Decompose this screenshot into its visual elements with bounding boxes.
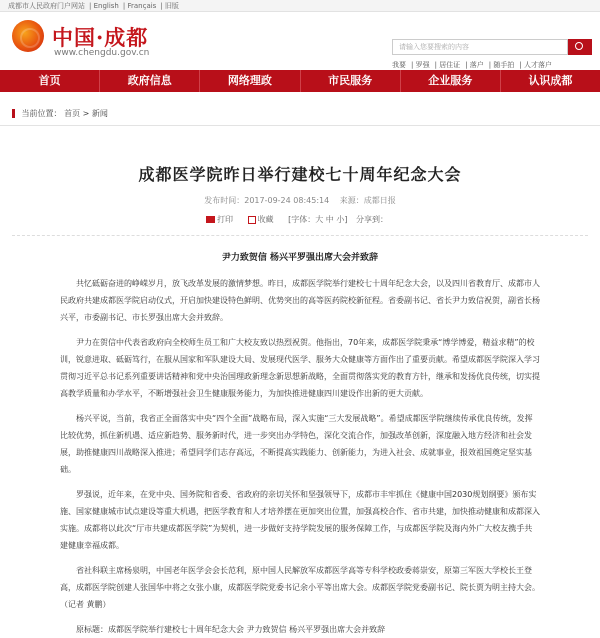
print-button[interactable] [206, 215, 239, 224]
article-body [0, 250, 600, 638]
print-icon [206, 216, 215, 223]
search-icon[interactable] [568, 39, 592, 55]
favorite-label: 收藏 [257, 215, 274, 224]
favorite-button[interactable] [248, 215, 280, 224]
article-paragraph: 杨兴平说，当前，我省正全面落实中央“四个全面”战略布局，深入实施“三大发展战略”。希望成都医学院继续传承优良传统，发挥比较优势，抓住新机遇、适应新趋势、服务新时代，进一步突出办学特色，深化交流合作，加强改革创新，深度融入地方经济和社会发展，助推健康四川战略深入推进；希望同学们志存高远，不断提高实践能力、创新能力，为进入社会、成就事业，报效祖国奠定坚实基础。 [60, 414, 533, 474]
search-input[interactable]: 请输入您要搜索的内容 [392, 39, 568, 55]
main-nav [0, 70, 600, 92]
topbar-link-french[interactable]: Français [127, 2, 157, 10]
site-brand[interactable]: 中国·成都 [52, 25, 149, 50]
article-paragraph: 共忆砥砺奋进的峥嵘岁月，放飞改革发展的激情梦想。昨日，成都医学院举行建校七十周年纪念大会，以及四川省教育厅、成都市人民政府共建成都医学院启动仪式，开启加快建设特色鲜明、优势突出的高等医药院校新征程。省委副书记、省长尹力致信祝贺，副省长杨兴平，市委副书记、市长罗强出席大会并致辞。 [60, 279, 540, 322]
breadcrumb-prefix: 当前位置： [21, 109, 62, 118]
article-paragraph: 省社科联主席杨泉明，中国老年医学会会长范利，原中国人民解放军成都医学高等专科学校政委蒋崇安，原第三军医大学校长王登高，成都医学院创建人张国华中将之女张小康，成都医学院党委书记余小平等出席大会。成都医学院党委副书记、院长贾为明主持大会。（记者 黄鹏） [60, 566, 540, 609]
nav-gov-info[interactable]: 政府信息 [100, 70, 200, 92]
article-meta [0, 195, 600, 206]
nav-network-governance[interactable]: 网络理政 [200, 70, 300, 92]
topbar-link-english[interactable]: English [93, 2, 119, 10]
nav-about-chengdu[interactable]: 认识成都 [528, 74, 573, 87]
topbar-link-portal[interactable]: 成都市人民政府门户网站 [8, 2, 85, 10]
quick-link-settle[interactable]: 落户 [469, 61, 484, 69]
article-tools [0, 214, 600, 225]
share-label[interactable]: 分享到： [355, 215, 388, 224]
nav-citizen-services[interactable]: 市民服务 [301, 70, 401, 92]
divider [12, 235, 588, 236]
quick-link-talent[interactable]: 人才落户 [523, 61, 552, 69]
top-bar: 成都市人民政府门户网站 | English | Français | 旧版 [0, 0, 600, 12]
site-url: www.chengdu.gov.cn [54, 48, 150, 58]
font-size-control[interactable]: [字体：大 中 小] [288, 215, 348, 224]
quick-link-snapshot[interactable]: 随手拍 [493, 61, 515, 69]
article-paragraph: 尹力在贺信中代表省政府向全校师生员工和广大校友致以热烈祝贺。他指出，70年来，成都医学院秉承“博学博爱，精益求精”的校训，锐意进取、砥砺笃行，在服从国家和军队建设大局、发展现代医学、服务大众健康等方面作出了重要贡献。希望成都医学院深入学习贯彻习近平总书记系列重要讲话精神和党中央治国理政新理念新思想新战略，全面贯彻落实党的教育方针，继承和发扬优良传统，切实提高教学质量和办学水平，不断增强社会卫生健康服务能力，为加快推进健康四川建设作出新的更大贡献。 [60, 338, 540, 398]
quick-link-residence[interactable]: 居住证 [439, 61, 461, 69]
article-original-title: 原标题：成都医学院举行建校七十周年纪念大会 尹力致贺信 杨兴平罗强出席大会并致辞 [76, 625, 386, 634]
nav-business-services[interactable]: 企业服务 [401, 70, 501, 92]
article-subtitle: 尹力致贺信 杨兴平罗强出席大会并致辞 [221, 253, 379, 263]
chengdu-logo-icon[interactable] [12, 20, 44, 52]
quick-link-want[interactable]: 我要 [392, 61, 406, 69]
breadcrumb-marker-icon [12, 109, 15, 118]
nav-home[interactable]: 首页 [0, 70, 100, 92]
print-label: 打印 [217, 215, 234, 224]
breadcrumb [0, 102, 600, 126]
article-title: 成都医学院昨日举行建校七十周年纪念大会 [138, 165, 462, 184]
topbar-link-old[interactable]: 旧版 [164, 2, 179, 10]
breadcrumb-path[interactable]: 首页 > 新闻 [64, 109, 108, 118]
site-header [0, 12, 600, 70]
star-icon [248, 216, 256, 224]
article-date: 发布时间：2017-09-24 08:45:14 [204, 196, 330, 205]
article-source: 来源：成都日报 [339, 196, 396, 205]
article-paragraph: 罗强说，近年来，在党中央、国务院和省委、省政府的亲切关怀和坚强领导下，成都市丰牢抓住《健康中国2030规划纲要》颁布实施、国家健康城市试点建设等重大机遇，把医学教育和人才培养摆在更加突出位置，加强高校合作、省市共建，加快推动健康和成都深入实施。成都将以此次“厅市共建成都医学院”为契机，进一步做好支持学院发展的服务保障工作，与成都医学院及海内外广大校友携手共建健康幸福成都。 [60, 490, 540, 550]
quick-link-luoqiang[interactable]: 罗强 [415, 61, 430, 69]
quick-links: 我要 | 罗强 | 居住证 | 落户 | 随手拍 | 人才落户 [392, 61, 552, 69]
